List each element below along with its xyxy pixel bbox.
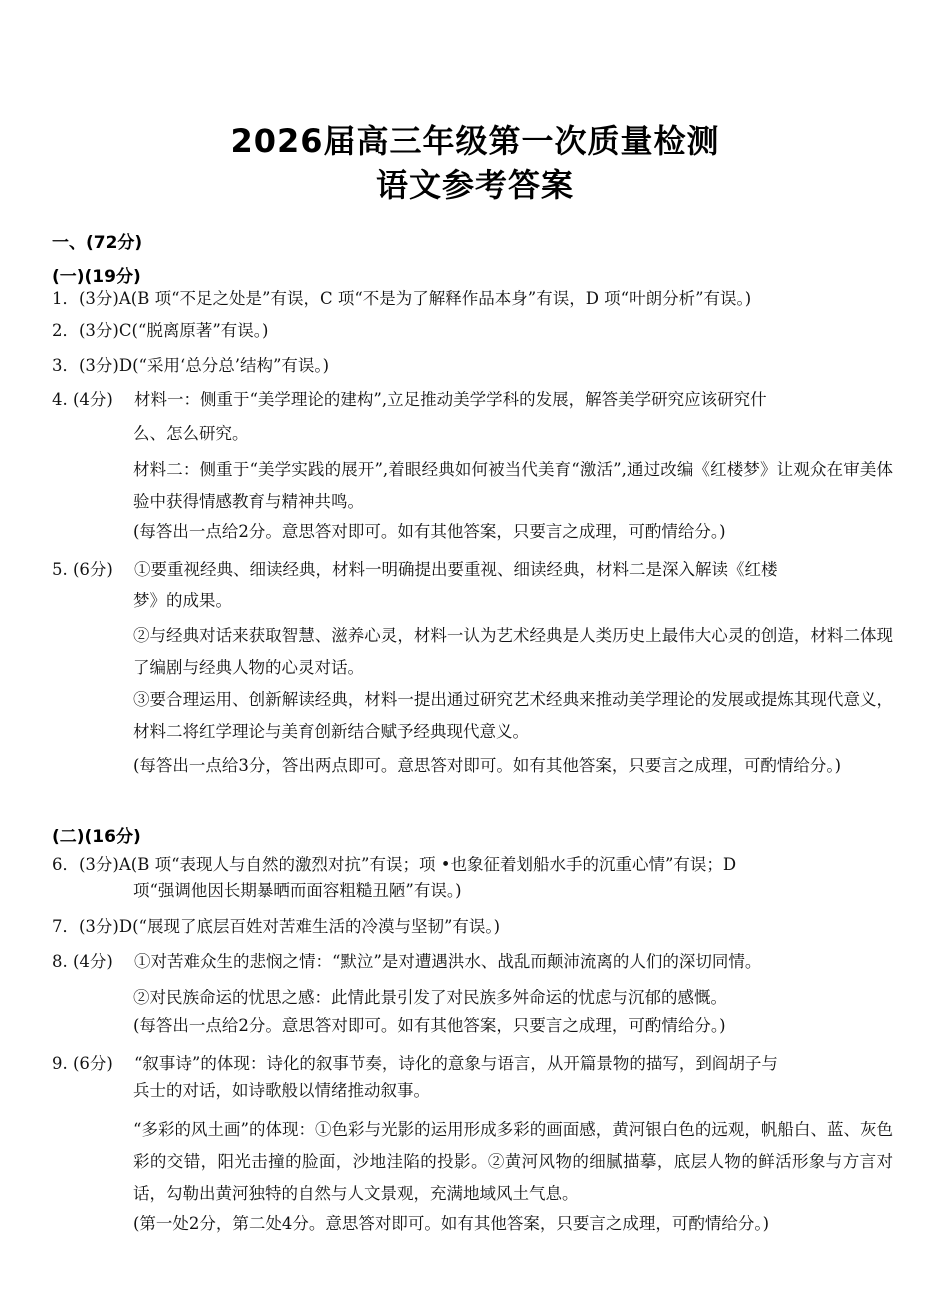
- answer-text: A(B 项“表现人与自然的激烈对抗”有误；项 •也象征着划船水手的沉重心情”有误；D: [118, 855, 737, 874]
- page-title: 2026届高三年级第一次质量检测: [230, 122, 720, 160]
- question-number: 8. (4分): [52, 952, 113, 971]
- answer-text: D(“展现了底层百姓对苦难生活的冷漠与坚韧”有误。): [118, 917, 501, 936]
- answer-4-point-2: 材料二：侧重于“美学实践的展开”,着眼经典如何被当代美育“激活”,通过改编《红楼梦》让观众在审美体验中获得情感教育与精神共鸣。: [133, 460, 893, 511]
- answer-5-cont: 梦》的成果。: [133, 591, 232, 610]
- answer-text: ①对苦难众生的悲悯之情：“默泣”是对遭遇洪水、战乱而颠沛流离的人们的深切同情。: [134, 952, 762, 971]
- answer-3: [52, 355, 329, 377]
- answer-5-point-2: ②与经典对话来获取智慧、滋养心灵，材料一认为艺术经典是人类历史上最伟大心灵的创造，材料二体现了编剧与经典人物的心灵对话。: [133, 626, 893, 677]
- answer-6-cont: 项“强调他因长期暴晒而面容粗糙丑陋”有误。): [133, 881, 462, 900]
- section-heading-1: (一)(19分): [52, 267, 141, 287]
- page-subtitle: 语文参考答案: [375, 166, 574, 204]
- answer-2: [52, 320, 269, 342]
- answer-text: 材料一：侧重于“美学理论的建构”,立足推动美学学科的发展，解答美学研究应该研究什: [134, 390, 767, 409]
- question-number: 6．(3分): [52, 855, 119, 874]
- answer-text: “叙事诗”的体现：诗化的叙事节奏，诗化的意象与语言，从开篇景物的描写，到阎胡子与: [134, 1054, 778, 1073]
- answer-4-cont: 么、怎么研究。: [133, 424, 249, 443]
- question-number: 7．(3分): [52, 917, 119, 936]
- answer-text: A(B 项“不足之处是”有误，C 项“不是为了解释作品本身”有误，D 项“叶朗分析”有误。): [118, 289, 752, 308]
- answer-5-point-3: ③要合理运用、创新解读经典，材料一提出通过研究艺术经典来推动美学理论的发展或提炼其现代意义，材料二将红学理论与美育创新结合赋予经典现代意义。: [133, 690, 893, 741]
- question-number: 5. (6分): [52, 560, 113, 579]
- answer-6: [52, 854, 736, 876]
- part-heading: 一、(72分): [52, 233, 143, 253]
- question-number: 4. (4分): [52, 390, 113, 409]
- answer-text: D(“采用‘总分总’结构”有误。): [118, 356, 330, 375]
- answer-9-cont: 兵士的对话，如诗歌般以情绪推动叙事。: [133, 1081, 430, 1100]
- scoring-note: (每答出一点给3分，答出两点即可。意思答对即可。如有其他答案，只要言之成理，可酌情给分。): [133, 756, 842, 775]
- answer-9-point-2: “多彩的风土画”的体现：①色彩与光影的运用形成多彩的画面感，黄河银白色的远观，帆船白、蓝、灰色彩的交错，阳光击撞的脸面，沙地洼陷的投影。②黄河风物的细腻描摹，底层人物的鲜活形象与方言对话，勾勒出黄河独特的自然与人文景观，充满地域风土气息。: [133, 1120, 893, 1203]
- answer-text: ①要重视经典、细读经典，材料一明确提出要重视、细读经典，材料二是深入解读《红楼: [134, 560, 778, 579]
- scoring-note: (第一处2分，第二处4分。意思答对即可。如有其他答案，只要言之成理，可酌情给分。): [133, 1214, 770, 1233]
- answer-1: [52, 288, 751, 310]
- answer-4: [52, 389, 767, 411]
- section-heading-2: (二)(16分): [52, 827, 141, 847]
- scoring-note: (每答出一点给2分。意思答对即可。如有其他答案，只要言之成理，可酌情给分。): [133, 1016, 726, 1035]
- answer-9: [52, 1053, 778, 1075]
- question-number: 3．(3分): [52, 356, 119, 375]
- answer-5: [52, 559, 778, 581]
- question-number: 2．(3分): [52, 321, 119, 340]
- question-number: 9. (6分): [52, 1054, 113, 1073]
- answer-8: [52, 951, 761, 973]
- question-number: 1．(3分): [52, 289, 119, 308]
- answer-8-point-2: ②对民族命运的忧思之感：此情此景引发了对民族多舛命运的忧虑与沉郁的感慨。: [133, 988, 727, 1007]
- answer-7: [52, 916, 500, 938]
- answer-text: C(“脱离原著”有误。): [118, 321, 269, 340]
- scoring-note: (每答出一点给2分。意思答对即可。如有其他答案，只要言之成理，可酌情给分。): [133, 522, 726, 541]
